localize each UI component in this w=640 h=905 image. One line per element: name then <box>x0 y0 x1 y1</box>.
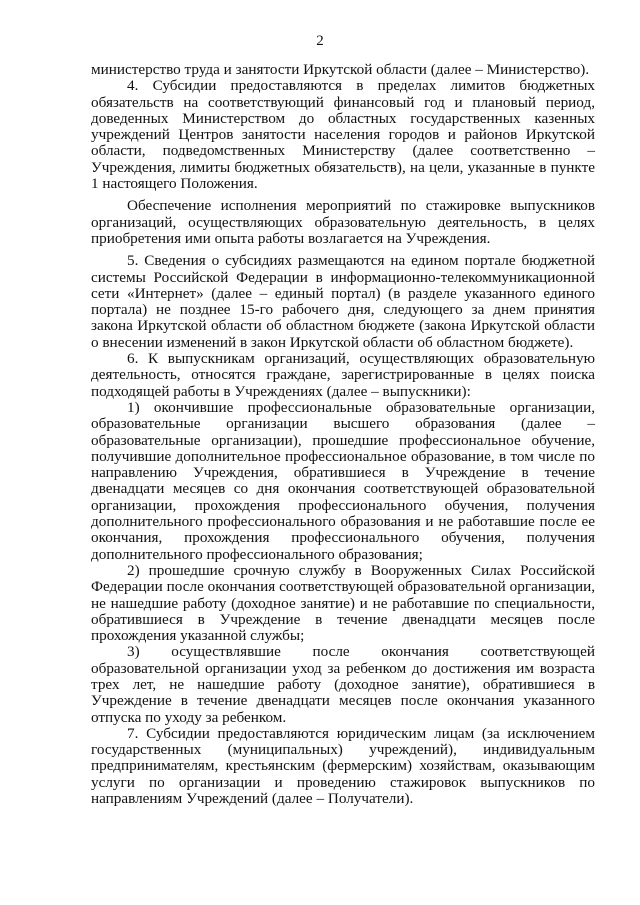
paragraph-subitem-1: 1) окончившие профессиональные образовательные организации, образовательные организации высшего образования (далее – образовательные организации), прошедшие профессиональное обучение, получившие дополнительное профессиональное образование, в том числе по направлению Учреждения, обратившиеся в Учреждение в течение двенадцати месяцев со дня окончания соответствующей образовательной организации, прохождения профессионального обучения, получения дополнительного профессионального образования и не работавшие после ее окончания, прохождения профессионального обучения, получения дополнительного профессионального образования; <box>91 398 595 563</box>
paragraph-ministry-continuation: министерство труда и занятости Иркутской области (далее – Министерство). <box>91 61 590 78</box>
paragraph-obligations: Обеспечение исполнения мероприятий по стажировке выпускников организаций, осуществляющих образовательную деятельность, в целях приобретения ими опыта работы возлагается на Учреждения. <box>91 197 595 247</box>
paragraph-subitem-3: 3) осуществлявшие после окончания соответствующей образовательной организации уход за ребенком до достижения им возраста трех лет, не нашедшие работу (доходное занятие), обратившиеся в Учреждение в течение двенадцати месяцев после окончания указанного отпуска по уходу за ребенком. <box>91 643 595 726</box>
document-body <box>91 62 595 807</box>
paragraph-item-4: 4. Субсидии предоставляются в пределах лимитов бюджетных обязательств на соответствующий финансовый год и плановый период, доведенных Министерством до областных государственных казенных учреждений Центров занятости населения городов и районов Иркутской области, подведомственных Министерству (далее соответственно – Учреждения, лимиты бюджетных обязательств), на цели, указанные в пункте 1 настоящего Положения. <box>91 77 595 193</box>
paragraph-item-6: 6. К выпускникам организаций, осуществляющих образовательную деятельность, относятся граждане, зарегистрированные в целях поиска подходящей работы в Учреждениях (далее – выпускники): <box>91 350 595 400</box>
paragraph-subitem-2: 2) прошедшие срочную службу в Вооруженных Силах Российской Федерации после окончания соответствующей образовательной организации, не нашедшие работу (доходное занятие) и не работавшие по специальности, обратившиеся в Учреждение в течение двенадцати месяцев после прохождения указанной службы; <box>91 561 595 645</box>
page-number: 2 <box>316 33 324 49</box>
paragraph-item-7: 7. Субсидии предоставляются юридическим лицам (за исключением государственных (муниципальных) учреждений), индивидуальным предпринимателям, крестьянским (фермерским) хозяйствам, оказывающим услуги по организации и проведению стажировок выпускников по направлениям Учреждений (далее – Получатели). <box>91 724 595 808</box>
paragraph-item-5: 5. Сведения о субсидиях размещаются на едином портале бюджетной системы Российской Федерации в информационно-телекоммуникационной сети «Интернет» (далее – единый портал) (в разделе указанного единого портала) не позднее 15-го рабочего дня, следующего за днем принятия закона Иркутской области об областном бюджете (закона Иркутской области о внесении изменений в закон Иркутской области об областном бюджете). <box>91 252 595 351</box>
